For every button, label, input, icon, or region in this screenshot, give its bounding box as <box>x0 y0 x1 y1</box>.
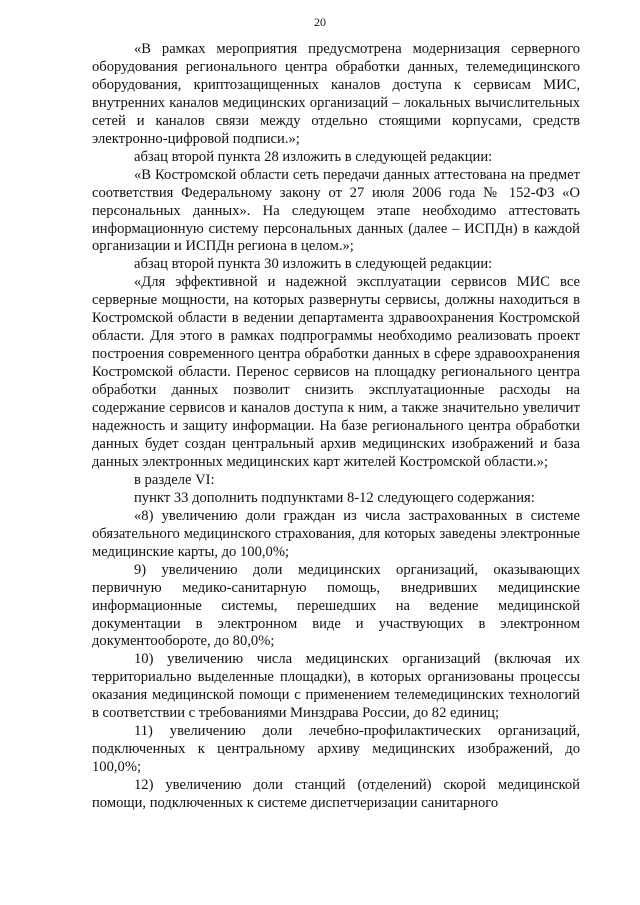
paragraph-data-network-quote: «В Костромской области сеть передачи данных аттестована на предмет соответствия Федеральному закону от 27 июля 2006 года № 152-ФЗ «О персональных данных». На следующем этапе необходимо аттестовать информационную систему персональных данных (далее – ИСПДн) в каждой организации и ИСПДн региона в целом.»; <box>92 166 580 255</box>
paragraph-section-vi: в разделе VI: <box>134 471 215 488</box>
list-item-11: 11) увеличению доли лечебно-профилактических организаций, подключенных к центральному архиву медицинских изображений, до 100,0%; <box>92 723 580 776</box>
paragraph-item-33-instruction: пункт 33 дополнить подпунктами 8-12 следующего содержания: <box>134 489 535 506</box>
list-item-10: 10) увеличению числа медицинских организаций (включая их территориально выделенные площадки), в которых организованы процессы оказания медицинской помощи с применением телемедицинских технологий в соответствии с требованиями Минздрава России, до 82 единиц; <box>92 651 580 722</box>
paragraph-modernization-quote: «В рамках мероприятия предусмотрена модернизация серверного оборудования регионального центра обработки данных, телемедицинского оборудования, криптозащищенных каналов доступа к сервисам МИС, внутренних каналов медицинских организаций – локальных вычислительных сетей и каналов связи между отдельно стоящими корпусами, средств электронно-цифровой подписи.»; <box>92 41 580 147</box>
document-body <box>92 41 580 813</box>
list-item-8: «8) увеличению доли граждан из числа застрахованных в системе обязательного медицинского страхования, для которых заведены электронные медицинские карты, до 100,0%; <box>92 507 580 560</box>
list-item-9: 9) увеличению доли медицинских организаций, оказывающих первичную медико-санитарную помощь, внедривших медицинские информационные системы, перешедших на ведение медицинской документации в электронном виде и участвующих в электронном документообороте, до 80,0%; <box>92 561 580 650</box>
list-item-12: 12) увеличению доли станций (отделений) скорой медицинской помощи, подключенных к системе диспетчеризации санитарного <box>92 777 580 812</box>
page-number: 20 <box>314 15 326 29</box>
paragraph-data-center-quote: «Для эффективной и надежной эксплуатации сервисов МИС все серверные мощности, на которых развернуты сервисы, должны находиться в Костромской области в ведении департамента здравоохранения Костромской области. Для этого в рамках подпрограммы необходимо реализовать проект построения современного центра обработки данных в сфере здравоохранения Костромской области. Перенос сервисов на площадку регионального центра обработки данных позволит снизить эксплуатационные расходы на содержание сервисов и каналов доступа к ним, а также значительно увеличит надежность и защиту информации. На базе регионального центра обработки данных будет создан центральный архив медицинских изображений и база данных электронных медицинских карт жителей Костромской области.»; <box>92 274 580 470</box>
paragraph-item-28-instruction: абзац второй пункта 28 изложить в следующей редакции: <box>134 148 493 165</box>
paragraph-item-30-instruction: абзац второй пункта 30 изложить в следующей редакции: <box>134 256 493 273</box>
